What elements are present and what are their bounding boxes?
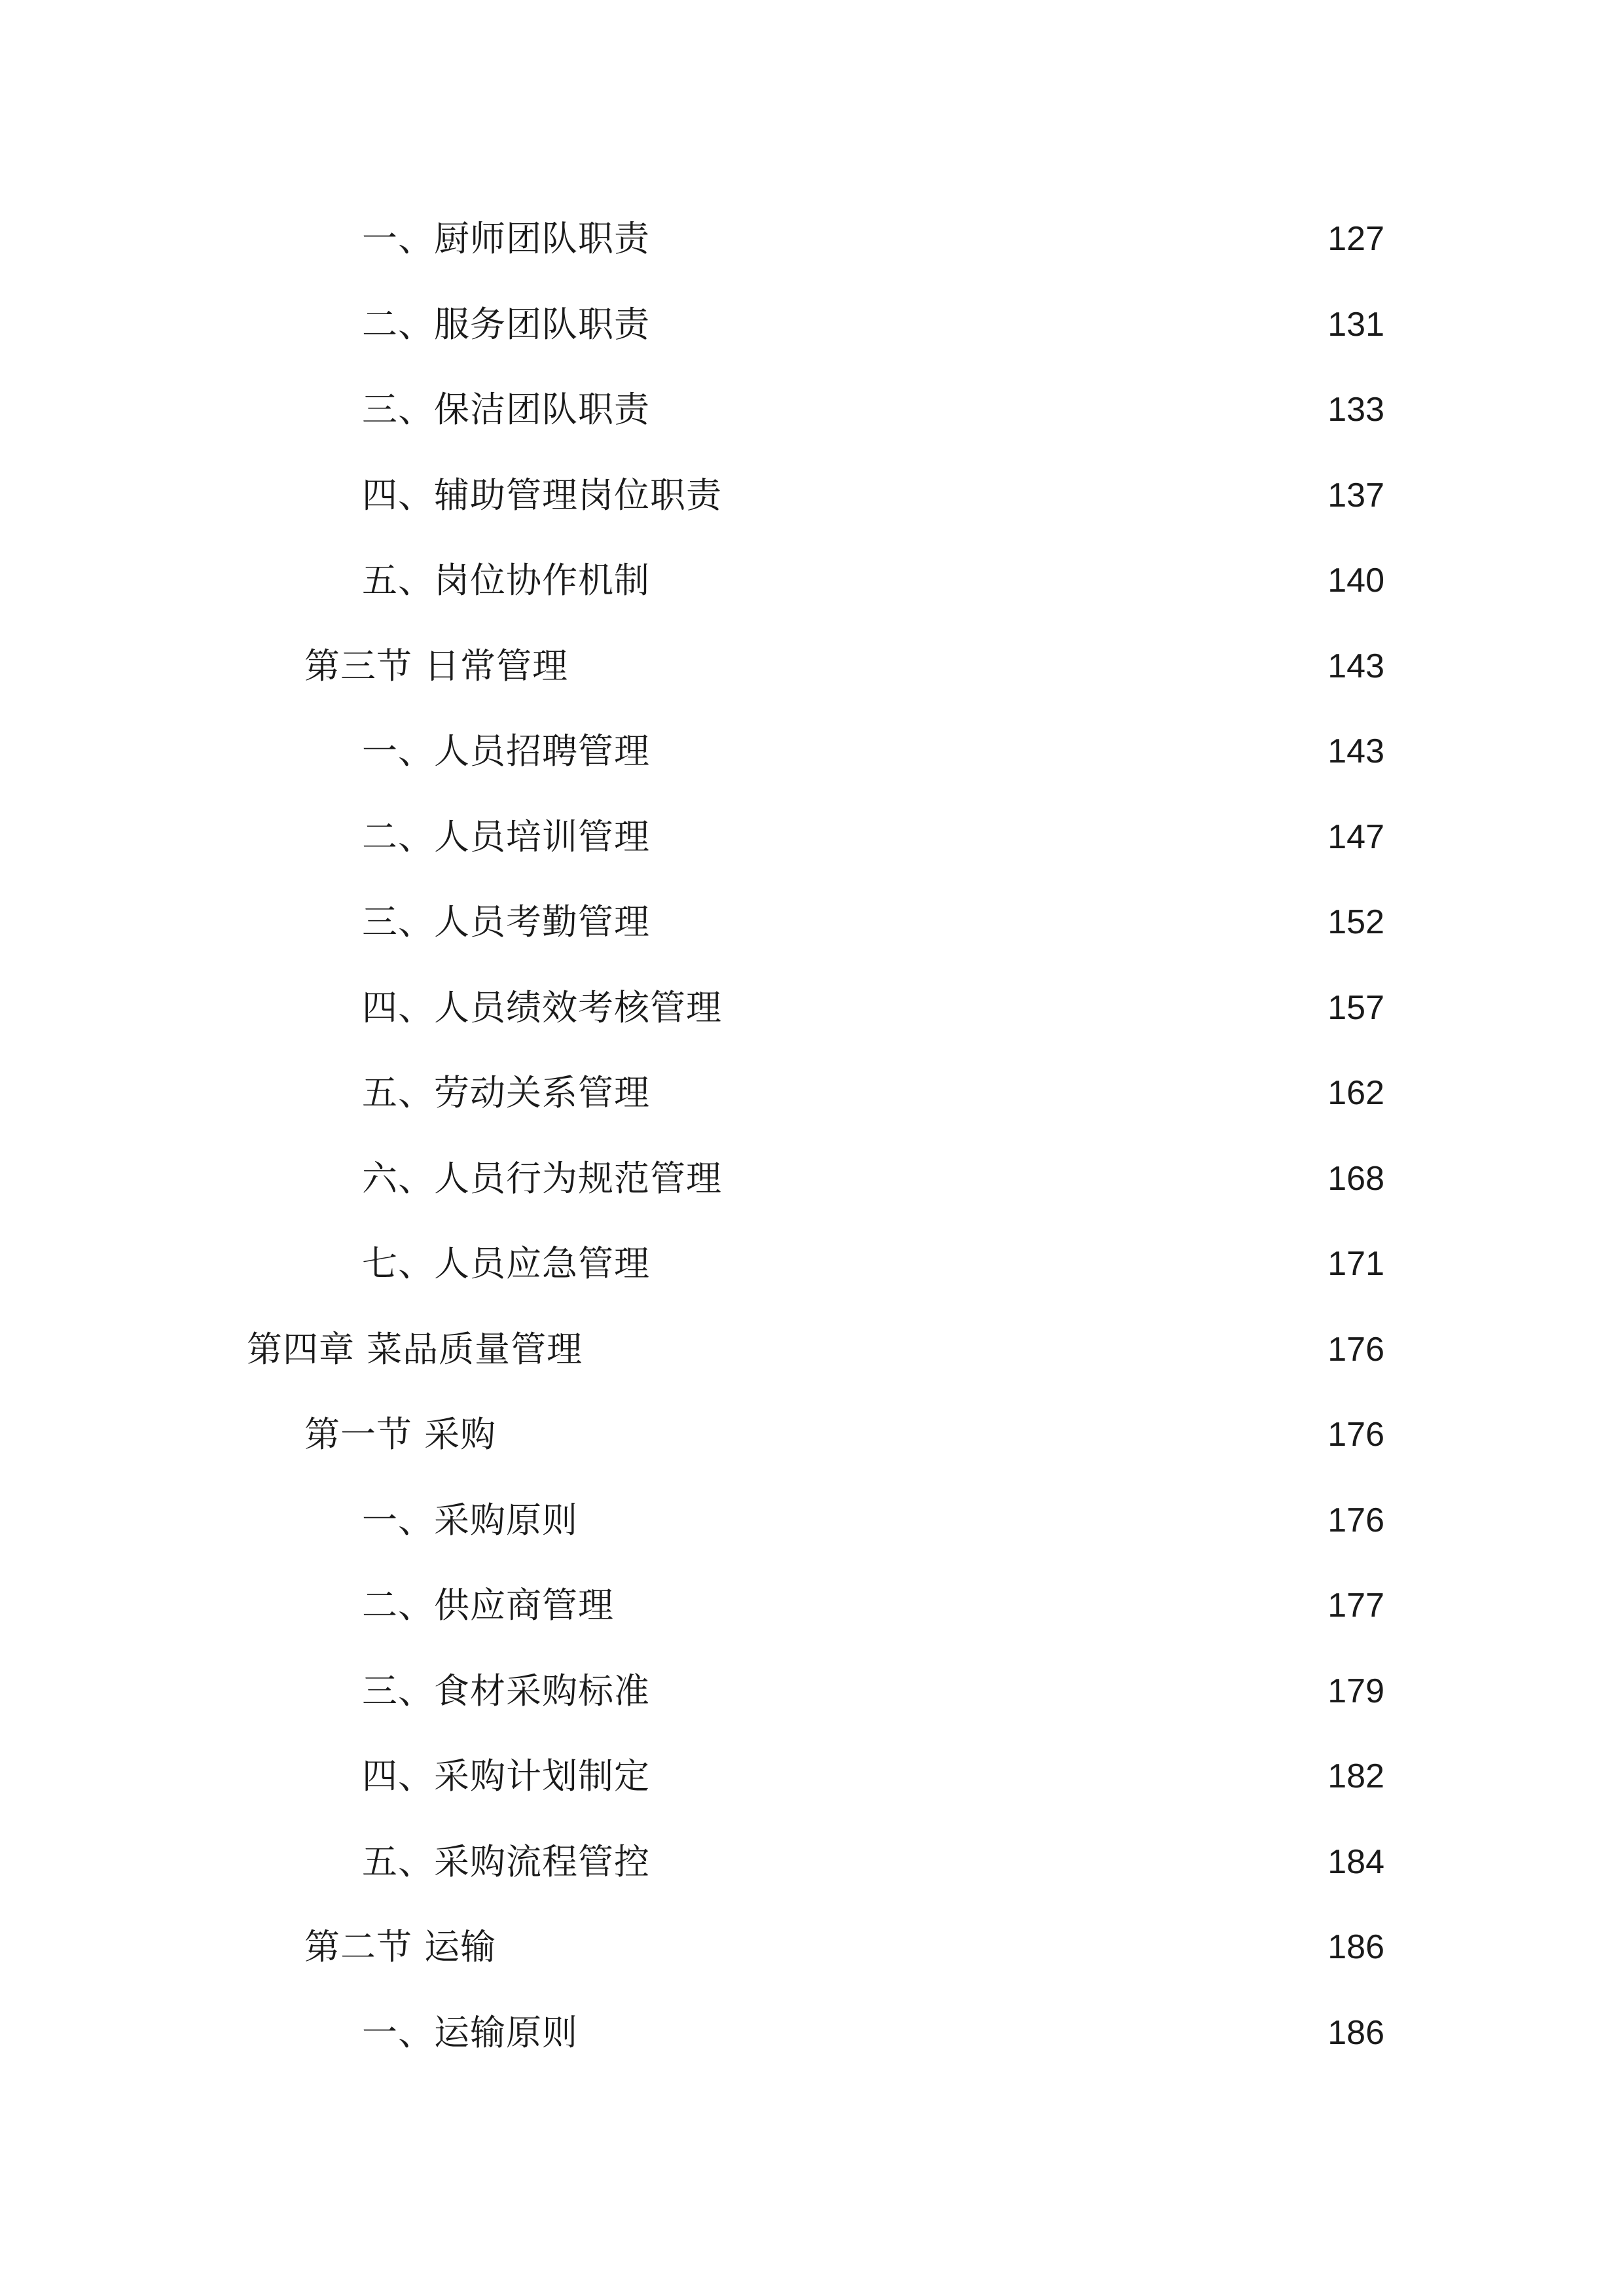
toc-entry-page-number: 186 bbox=[1327, 1928, 1384, 1966]
toc-entry-page-number: 177 bbox=[1327, 1587, 1384, 1624]
toc-entry[interactable] bbox=[0, 282, 1624, 368]
toc-entry[interactable] bbox=[0, 538, 1624, 624]
toc-entry-title: 五、岗位协作机制 bbox=[362, 560, 650, 601]
toc-chapter-entry[interactable] bbox=[0, 1307, 1624, 1393]
toc-entry[interactable] bbox=[0, 965, 1624, 1051]
toc-section-entry[interactable] bbox=[0, 1392, 1624, 1478]
toc-entry-title: 三、保洁团队职责 bbox=[362, 389, 650, 430]
toc-entry[interactable] bbox=[0, 1136, 1624, 1222]
toc-entry[interactable] bbox=[0, 709, 1624, 795]
toc-entry-page-number: 147 bbox=[1327, 817, 1384, 856]
toc-entry-page-number: 157 bbox=[1327, 988, 1384, 1027]
toc-section-entry[interactable] bbox=[0, 624, 1624, 709]
toc-entry[interactable] bbox=[0, 880, 1624, 965]
toc-entry-page-number: 137 bbox=[1327, 476, 1384, 514]
toc-section-entry[interactable] bbox=[0, 1905, 1624, 1990]
toc-entry-page-number: 140 bbox=[1327, 562, 1384, 600]
toc-entry-page-number: 186 bbox=[1327, 2013, 1384, 2052]
toc-entry-page-number: 171 bbox=[1327, 1245, 1384, 1283]
toc-entry-title: 三、人员考勤管理 bbox=[362, 901, 650, 942]
toc-entry[interactable] bbox=[0, 453, 1624, 539]
toc-entry-title: 第二节 运输 bbox=[304, 1926, 497, 1967]
toc-entry-page-number: 131 bbox=[1327, 305, 1384, 344]
toc-entry-title: 五、劳动关系管理 bbox=[362, 1072, 650, 1113]
toc-entry-page-number: 133 bbox=[1327, 391, 1384, 429]
toc-entry-page-number: 152 bbox=[1327, 903, 1384, 941]
toc-entry-page-number: 143 bbox=[1327, 732, 1384, 770]
toc-entry[interactable] bbox=[0, 1478, 1624, 1564]
toc-entry-title: 四、采购计划制定 bbox=[362, 1755, 650, 1797]
toc-entry-title: 四、人员绩效考核管理 bbox=[362, 986, 722, 1028]
table-of-contents bbox=[0, 196, 1624, 2075]
toc-entry-title: 七、人员应急管理 bbox=[362, 1243, 650, 1284]
toc-entry-title: 二、服务团队职责 bbox=[362, 303, 650, 345]
toc-entry-title: 二、供应商管理 bbox=[362, 1585, 614, 1626]
toc-entry-title: 二、人员培训管理 bbox=[362, 816, 650, 857]
toc-entry-title: 第一节 采购 bbox=[304, 1414, 497, 1455]
toc-entry[interactable] bbox=[0, 1820, 1624, 1905]
toc-entry-title: 四、辅助管理岗位职责 bbox=[362, 474, 722, 516]
toc-entry[interactable] bbox=[0, 795, 1624, 880]
toc-entry[interactable] bbox=[0, 367, 1624, 453]
toc-entry-title: 六、人员行为规范管理 bbox=[362, 1157, 722, 1199]
toc-entry[interactable] bbox=[0, 1649, 1624, 1734]
toc-entry-page-number: 179 bbox=[1327, 1672, 1384, 1710]
toc-entry[interactable] bbox=[0, 1734, 1624, 1820]
toc-entry-page-number: 168 bbox=[1327, 1159, 1384, 1198]
toc-entry[interactable] bbox=[0, 1563, 1624, 1649]
toc-entry-title: 五、采购流程管控 bbox=[362, 1840, 650, 1882]
toc-entry-title: 第三节 日常管理 bbox=[304, 645, 569, 687]
toc-entry[interactable] bbox=[0, 1050, 1624, 1136]
toc-entry[interactable] bbox=[0, 196, 1624, 282]
toc-entry-page-number: 184 bbox=[1327, 1842, 1384, 1881]
toc-entry-title: 第四章 菜品质量管理 bbox=[247, 1328, 583, 1370]
toc-entry-title: 一、人员招聘管理 bbox=[362, 730, 650, 772]
toc-entry-page-number: 182 bbox=[1327, 1757, 1384, 1795]
toc-entry-title: 三、食材采购标准 bbox=[362, 1670, 650, 1712]
toc-entry-page-number: 176 bbox=[1327, 1416, 1384, 1454]
toc-entry-page-number: 176 bbox=[1327, 1501, 1384, 1539]
toc-entry-title: 一、厨师团队职责 bbox=[362, 218, 650, 259]
toc-entry-page-number: 127 bbox=[1327, 220, 1384, 258]
toc-entry-page-number: 143 bbox=[1327, 647, 1384, 685]
toc-entry-page-number: 176 bbox=[1327, 1330, 1384, 1369]
toc-entry[interactable] bbox=[0, 1221, 1624, 1307]
toc-entry[interactable] bbox=[0, 1990, 1624, 2076]
toc-entry-page-number: 162 bbox=[1327, 1074, 1384, 1112]
toc-entry-title: 一、运输原则 bbox=[362, 2011, 578, 2053]
toc-entry-title: 一、采购原则 bbox=[362, 1499, 578, 1541]
